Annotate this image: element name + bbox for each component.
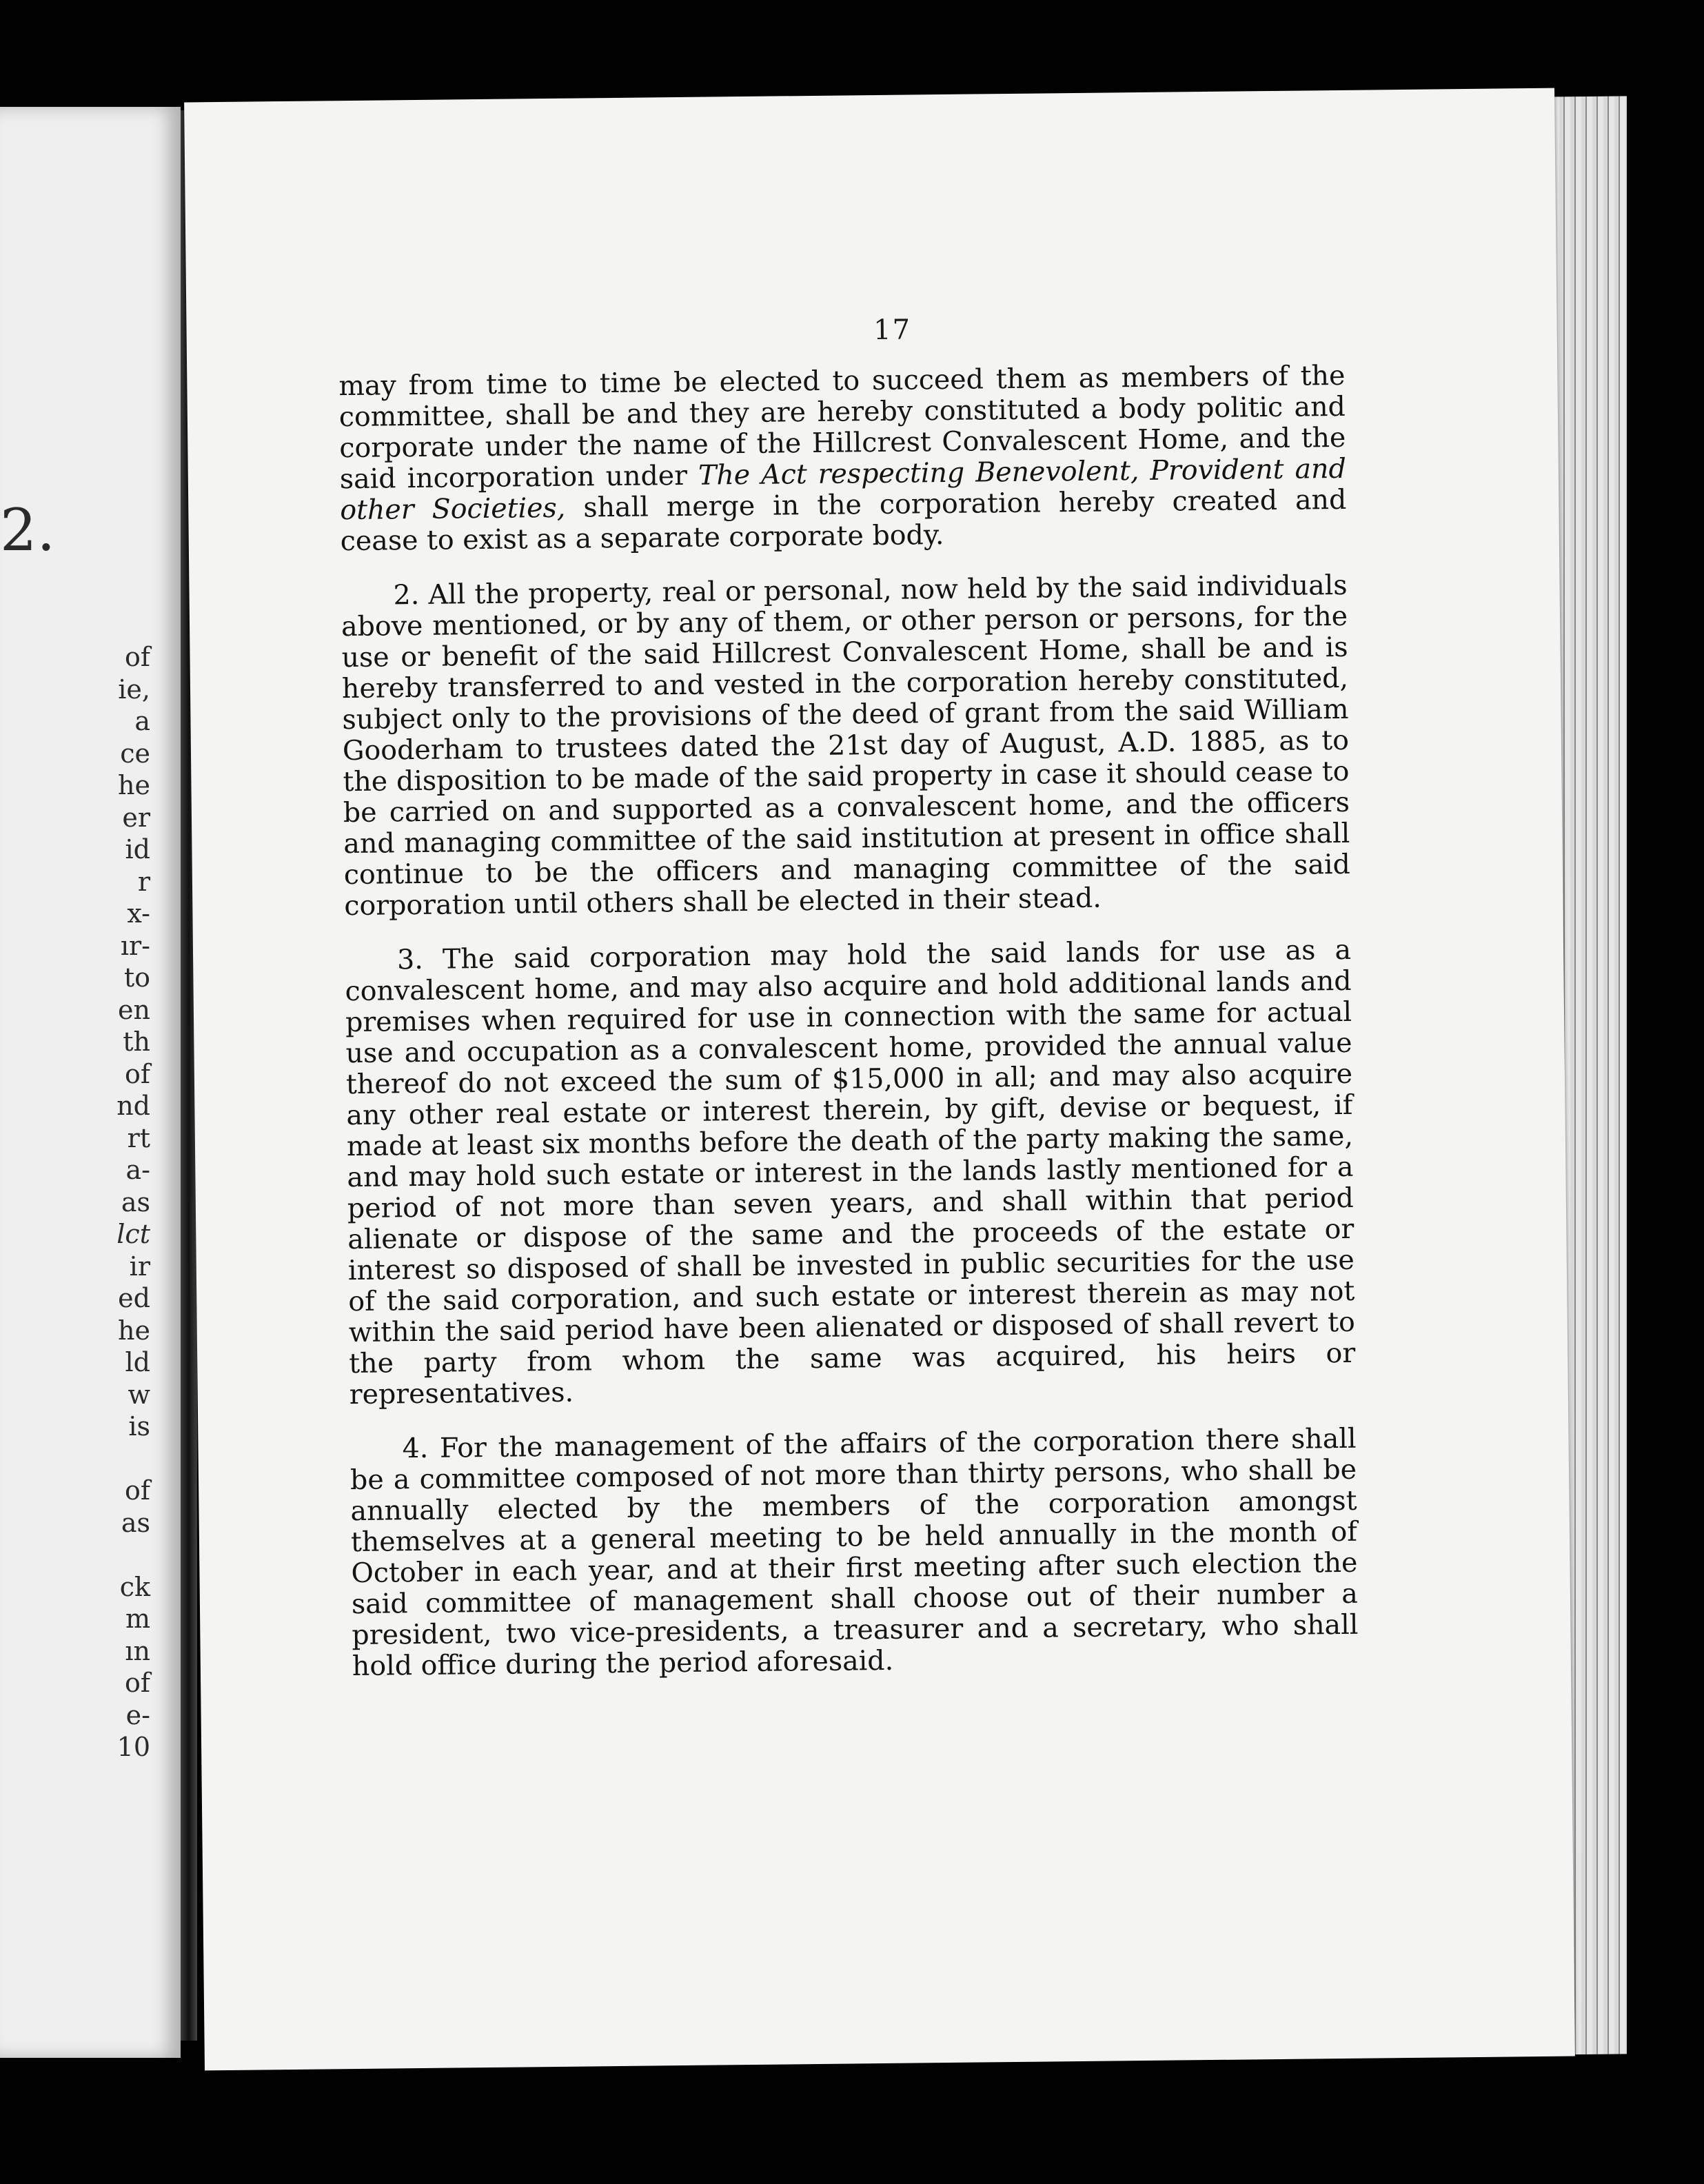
paragraph-text: may from time to time be elected to succeed them as members of the committee, shall be and they are hereby constituted a body politic and corporate under the name of the Hillcrest Convalescent Home, and the said incorporation under	[338, 359, 1346, 496]
previous-page-fragment: is	[128, 1411, 150, 1442]
previous-page-fragment: ır-	[120, 930, 150, 961]
italic-title: The Act respecting Benevolent, Provident and other Societies,	[340, 452, 1347, 527]
previous-page-fragment: he	[118, 770, 150, 800]
previous-page-fragment: a	[134, 706, 150, 736]
previous-page-fragment: er	[122, 802, 150, 833]
previous-page-fragment: as	[121, 1507, 150, 1538]
paragraph	[341, 570, 1350, 922]
previous-page-fragment: to	[123, 962, 150, 993]
previous-page-fragment: ie,	[118, 674, 150, 705]
previous-page-fragment: w	[128, 1379, 150, 1410]
previous-page-fragment: ck	[119, 1571, 150, 1602]
previous-page-fragment: ld	[125, 1347, 150, 1377]
previous-page-fragment: rt	[127, 1122, 150, 1153]
previous-page-fragment: m	[125, 1604, 150, 1634]
previous-page-fragment: id	[125, 834, 150, 865]
paragraph-text: shall merge in the corporation hereby created and cease to exist as a separate corporate body.	[340, 483, 1347, 558]
previous-page-fragment: 10	[116, 1732, 150, 1762]
page-number: 17	[873, 314, 912, 347]
previous-page-heading-fragment: 2.	[0, 496, 56, 564]
previous-page-fragment: as	[121, 1186, 150, 1217]
previous-page-fragment: lct	[116, 1219, 150, 1249]
previous-page-fragment: th	[123, 1027, 150, 1057]
previous-page-fragment: of	[125, 1668, 150, 1698]
paragraph	[345, 935, 1356, 1410]
paragraph	[349, 1424, 1359, 1682]
paragraph-text: 4. For the management of the affairs of the corporation there shall be a committee composed of not more than thirty persons, who shall be annually elected by the members of the corporation amongst themselves at a general meeting to be held annually in the month of October in each year, and at their first meeting after such election the said committee of management shall choose out of their number a president, two vice-presidents, a treasurer and a secretary, who shall hold office during the period aforesaid.	[349, 1422, 1359, 1683]
previous-page-fragment: nd	[116, 1091, 150, 1121]
previous-page-fragment: of	[125, 1475, 150, 1506]
book-page	[184, 88, 1575, 2071]
previous-page-fragment: ir	[129, 1251, 150, 1282]
previous-page-fragment: of	[125, 1058, 150, 1089]
previous-page-fragment: x-	[127, 898, 150, 929]
paragraph	[338, 361, 1347, 557]
previous-page-fragment: e-	[125, 1699, 150, 1730]
previous-page	[0, 107, 181, 2058]
previous-page-fragment: en	[118, 994, 150, 1025]
body-text	[338, 361, 1359, 1706]
previous-page-fragment: ed	[118, 1283, 150, 1313]
previous-page-fragment: r	[137, 866, 150, 897]
previous-page-fragment: of	[125, 642, 150, 672]
previous-page-fragment: he	[118, 1315, 150, 1346]
previous-page-fragment: ce	[120, 738, 150, 769]
previous-page-fragment: a-	[125, 1155, 150, 1185]
paragraph-text: 3. The said corporation may hold the said lands for use as a convalescent home, and may also acquire and hold additional lands and premises when required for use in connection with the same for actual use and occupation as a convalescent home, provided the annual value thereof do not exceed the sum of $15,000 in all; and may also acquire any other real estate or interest therein, by gift, devise or bequest, if made at least six months before the death of the party making the same, and may hold such estate or interest in the lands lastly mentioned for a period of not more than seven years, and shall within that period alienate or dispose of the same and the proceeds of the estate or interest so disposed of shall be invested in public securities for the use of the said corporation, and such estate or interest therein as may not within the said period have been alienated or disposed of shall revert to the party from whom the same was acquired, his heirs or representatives.	[345, 933, 1356, 1411]
paragraph-text: 2. All the property, real or personal, now held by the said individuals above mentioned, or by any of them, or other person or persons, for the use or benefit of the said Hillcrest Convalescent Home, shall be and is hereby transferred to and vested in the corporation hereby constituted, subject only to the provisions of the deed of grant from the said William Gooderham to trustees dated the 21st day of August, A.D. 1885, as to the disposition to be made of the said property in case it should cease to be carried on and supported as a convalescent home, and the officers and managing committee of the said institution at present in office shall continue to be the officers and managing committee of the said corporation until others shall be elected in their stead.	[341, 569, 1351, 922]
previous-page-fragment: ın	[125, 1635, 150, 1666]
